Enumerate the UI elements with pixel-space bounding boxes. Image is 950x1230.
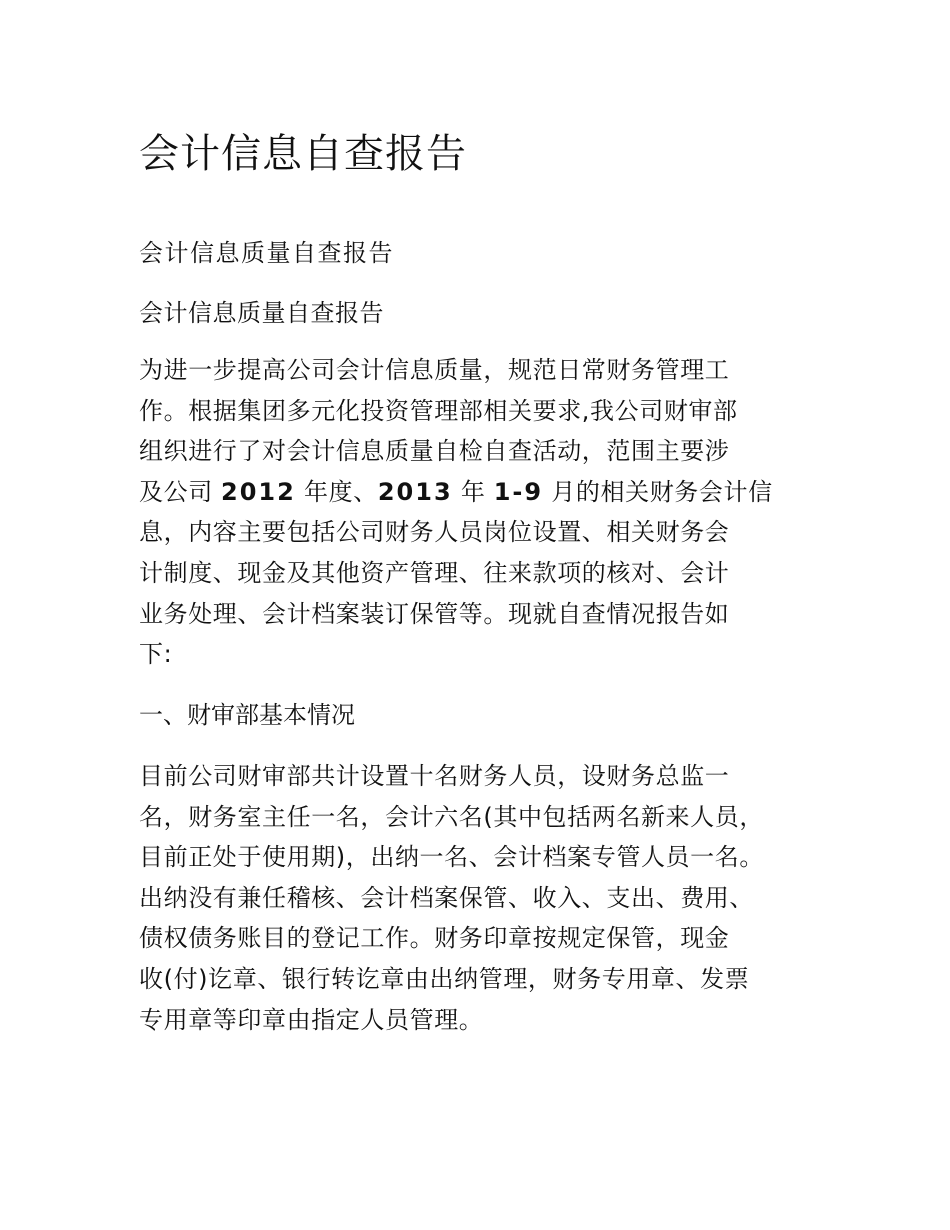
paragraph-line: 作。根据集团多元化投资管理部相关要求,我公司财审部 [139, 396, 738, 425]
paragraph-line: 目前公司财审部共计设置十名财务人员，设财务总监一 [139, 762, 730, 790]
section-heading-1: 一、财审部基本情况 [139, 701, 355, 729]
paragraph-line: 债权债务账目的登记工作。财务印章按规定保管，现金 [139, 924, 730, 953]
text-segment: 月的相关财务会计信 [543, 477, 773, 506]
paragraph-line: 业务处理、会计档案装订保管等。现就自查情况报告如 [139, 599, 730, 628]
paragraph-line-with-dates [139, 472, 839, 513]
document-title: 会计信息自查报告 [139, 131, 467, 177]
paragraph-line: 目前正处于使用期)，出纳一名、会计档案专管人员一名。 [139, 843, 764, 872]
paragraph-line: 下: [139, 640, 173, 669]
paragraph-line: 为进一步提高公司会计信息质量，规范日常财务管理工 [139, 356, 730, 384]
year-2013: 2013 [377, 477, 453, 506]
section-1-paragraph [139, 756, 839, 1040]
paragraph-line: 计制度、现金及其他资产管理、往来款项的核对、会计 [139, 558, 730, 587]
paragraph-line: 名，财务室主任一名，会计六名(其中包括两名新来人员， [139, 802, 764, 831]
paragraph-line: 收(付)讫章、银行转讫章由出纳管理，财务专用章、发票 [139, 964, 750, 993]
month-range: 1-9 [493, 477, 544, 506]
text-segment: 年 [452, 477, 494, 506]
paragraph-line: 专用章等印章由指定人员管理。 [139, 1005, 484, 1034]
paragraph-line: 息，内容主要包括公司财务人员岗位设置、相关财务会 [139, 518, 730, 547]
year-2012: 2012 [221, 477, 296, 506]
text-segment: 及公司 [139, 477, 222, 506]
paragraph-line: 出纳没有兼任稽核、会计档案保管、收入、支出、费用、 [139, 883, 754, 912]
paragraph-line: 组织进行了对会计信息质量自检自查活动，范围主要涉 [139, 437, 730, 466]
text-segment: 年度、 [295, 477, 378, 506]
report-subtitle-1: 会计信息质量自查报告 [139, 239, 394, 267]
report-subtitle-2: 会计信息质量自查报告 [139, 299, 384, 327]
intro-paragraph [139, 350, 839, 675]
